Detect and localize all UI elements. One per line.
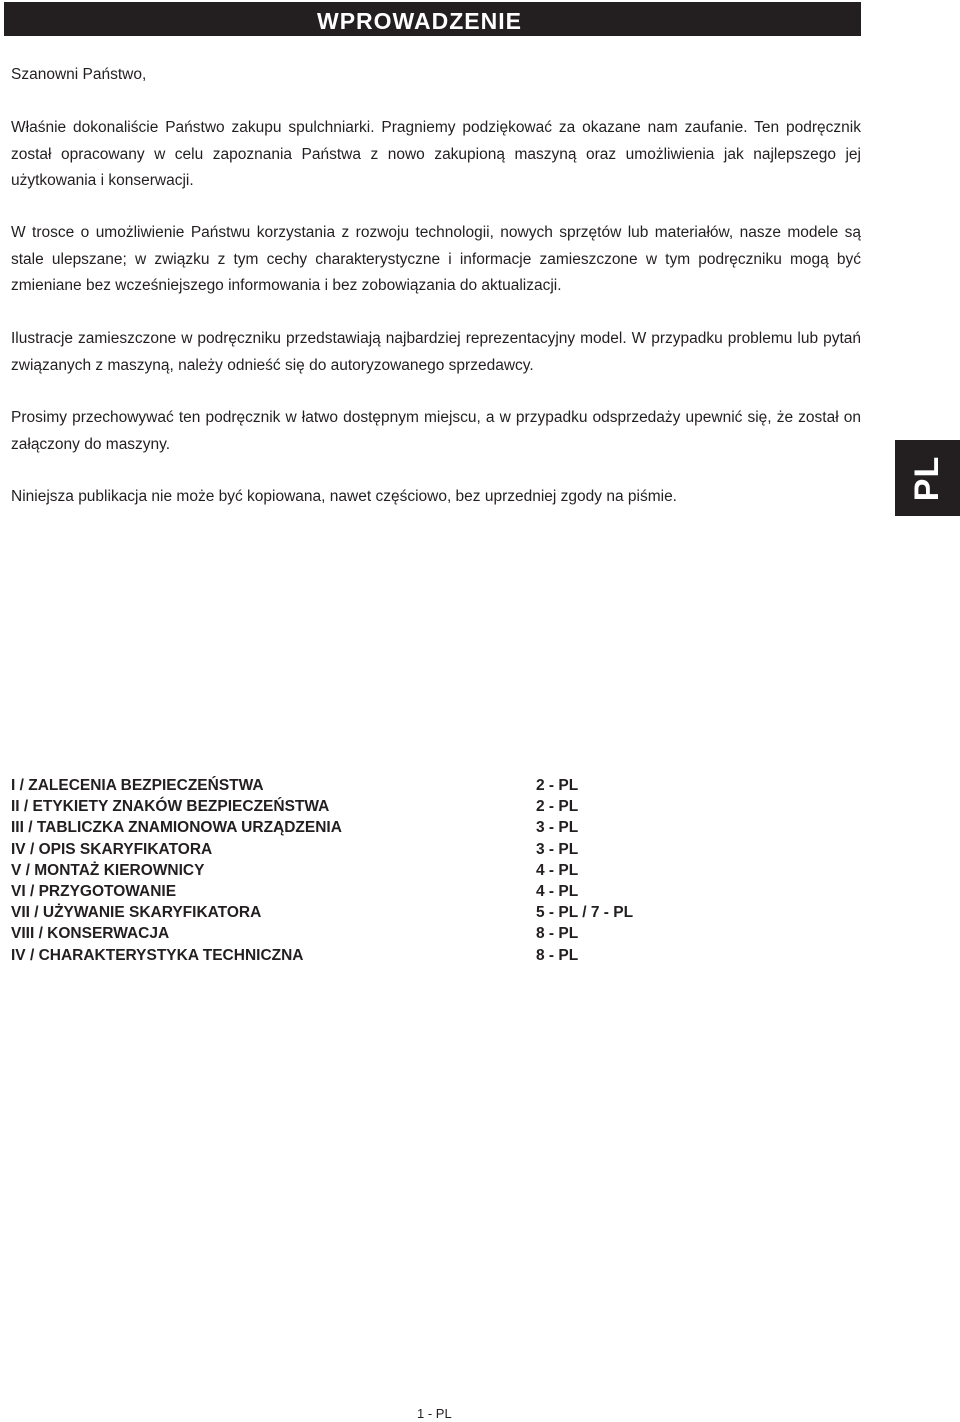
toc-row — [11, 796, 711, 817]
toc-row — [11, 902, 711, 923]
toc-page: 3 - PL — [536, 840, 579, 858]
toc-title: VIII / KONSERWACJA — [11, 925, 170, 943]
toc-page: 5 - PL / 7 - PL — [536, 904, 634, 922]
toc-title: IV / OPIS SKARYFIKATORA — [11, 840, 213, 858]
toc-title: II / ETYKIETY ZNAKÓW BEZPIECZEŃSTWA — [11, 798, 330, 816]
storage-paragraph: Prosimy przechowywać ten podręcznik w łatwo dostępnym miejscu, a w przypadku odsprzedaży upewnić się, że został on załączony do maszyny. — [11, 409, 861, 453]
toc-row — [11, 945, 711, 966]
toc-page: 4 - PL — [536, 861, 579, 879]
salutation: Szanowni Państwo, — [11, 66, 147, 83]
toc-page: 2 - PL — [536, 798, 579, 816]
toc-page: 4 - PL — [536, 882, 579, 900]
toc-title: I / ZALECENIA BEZPIECZEŃSTWA — [11, 777, 264, 794]
toc-title: IV / CHARAKTERYSTYKA TECHNICZNA — [11, 946, 304, 964]
language-tab — [895, 440, 960, 516]
table-of-contents — [11, 775, 711, 966]
copyright-paragraph: Niniejsza publikacja nie może być kopiowana, nawet częściowo, bez uprzedniej zgody na piśmie. — [11, 488, 677, 505]
toc-row — [11, 817, 711, 838]
toc-page: 3 - PL — [536, 819, 579, 837]
development-paragraph: W trosce o umożliwienie Państwu korzystania z rozwoju technologii, nowych sprzętów lub materiałów, nasze modele są stale ulepszane; w związku z tym cechy charakterystyczne i informacje zamieszczone w tym podręczniku mogą być zmieniane bez wcześniejszego informowania i bez zobowiązania do aktualizacji. — [11, 224, 861, 294]
illustrations-paragraph: Ilustracje zamieszczone w podręczniku przedstawiają najbardziej reprezentacyjny model. W przypadku problemu lub pytań związanych z maszyną, należy odnieść się do autoryzowanego sprzedawcy. — [11, 330, 861, 374]
toc-page: 8 - PL — [536, 925, 579, 943]
toc-page: 2 - PL — [536, 777, 579, 794]
toc-row — [11, 839, 711, 860]
toc-row — [11, 775, 711, 796]
intro-paragraph: Właśnie dokonaliście Państwo zakupu spulchniarki. Pragniemy podziękować za okazane nam zaufanie. Ten podręcznik został opracowany w celu zapoznania Państwa z nowo zakupioną maszyną oraz umożliwienia jak najlepszego jej użytkowania i konserwacji. — [11, 119, 861, 189]
page-title: WPROWADZENIE — [317, 8, 522, 34]
toc-title: III / TABLICZKA ZNAMIONOWA URZĄDZENIA — [11, 819, 342, 837]
toc-row — [11, 881, 711, 902]
toc-page: 8 - PL — [536, 946, 579, 964]
toc-title: VI / PRZYGOTOWANIE — [11, 882, 177, 900]
toc-row — [11, 860, 711, 881]
header-bar — [4, 2, 861, 36]
toc-title: V / MONTAŻ KIEROWNICY — [11, 861, 205, 879]
language-tab-label: PL — [907, 455, 946, 501]
page-number: 1 - PL — [417, 1406, 452, 1421]
toc-title: VII / UŻYWANIE SKARYFIKATORA — [11, 904, 262, 922]
toc-row — [11, 923, 711, 944]
